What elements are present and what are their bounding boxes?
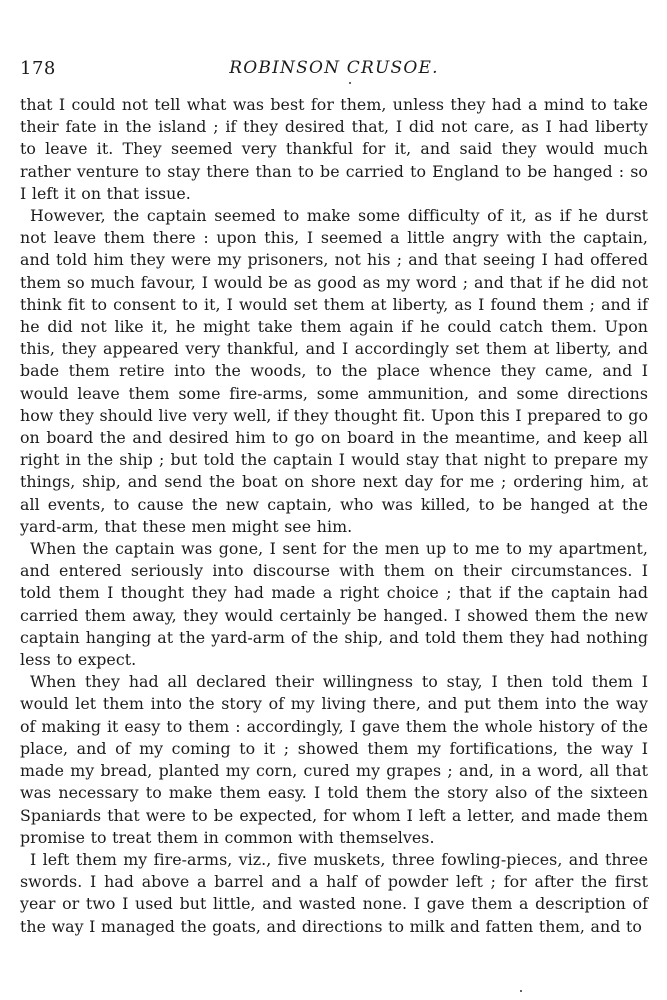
body-text bbox=[20, 94, 648, 938]
print-speck bbox=[349, 82, 351, 84]
running-title: ROBINSON CRUSOE. bbox=[229, 58, 439, 78]
paragraph-4: When they had all declared their willingness to stay, I then told them I would let them into the story of my living there, and put them into the way of making it easy to them : accordingly, I gave them the whole history of the place, and of my coming to it ; showed them my fortifications, the way I made my bread, planted my corn, cured my grapes ; and, in a word, all that was necessary to make them easy. I told them the story also of the sixteen Spaniards that were to be expected, for whom I left a letter, and made them promise to treat them in common with themselves. bbox=[20, 672, 648, 847]
paragraph-2: However, the captain seemed to make some difficulty of it, as if he durst not leave them there : upon this, I seemed a little angry with the captain, and told him they were my prisoners, not his ; and that seeing I had offered them so much favour, I would be as good as my word ; and that if he did not think fit to consent to it, I would set them at liberty, as I found them ; and if he did not like it, he might take them again if he could catch them. Upon this, they appeared very thankful, and I accordingly set them at liberty, and bade them retire into the woods, to the place whence they came, and I would leave them some fire-arms, some ammunition, and some directions how they should live very well, if they thought fit. Upon this I prepared to go on board the and desired him to go on board in the meantime, and keep all right in the ship ; but told the captain I would stay that night to prepare my things, ship, and send the boat on shore next day for me ; ordering him, at all events, to cause the new captain, who was killed, to be hanged at the yard-arm, that these men might see him. bbox=[20, 206, 648, 536]
page-number: 178 bbox=[20, 58, 56, 79]
book-page bbox=[20, 58, 648, 938]
paragraph-1: that I could not tell what was best for them, unless they had a mind to take their fate in the island ; if they desired that, I did not care, as I had liberty to leave it. They seemed very thankful for it, and said they would much rather venture to stay there than to be carried to England to be hanged : so I left it on that issue. bbox=[20, 95, 648, 203]
print-speck bbox=[520, 990, 522, 992]
paragraph-3: When the captain was gone, I sent for the men up to me to my apartment, and entered seriously into discourse with them on their circumstances. I told them I thought they had made a right choice ; that if the captain had carried them away, they would certainly be hanged. I showed them the new captain hanging at the yard-arm of the ship, and told them they had nothing less to expect. bbox=[20, 539, 648, 670]
page-header bbox=[20, 58, 648, 80]
paragraph-5: I left them my fire-arms, viz., five muskets, three fowling-pieces, and three swords. I had above a barrel and a half of powder left ; for after the first year or two I used but little, and wasted none. I gave them a description of the way I managed the goats, and directions to milk and fatten them, and to bbox=[20, 849, 648, 936]
